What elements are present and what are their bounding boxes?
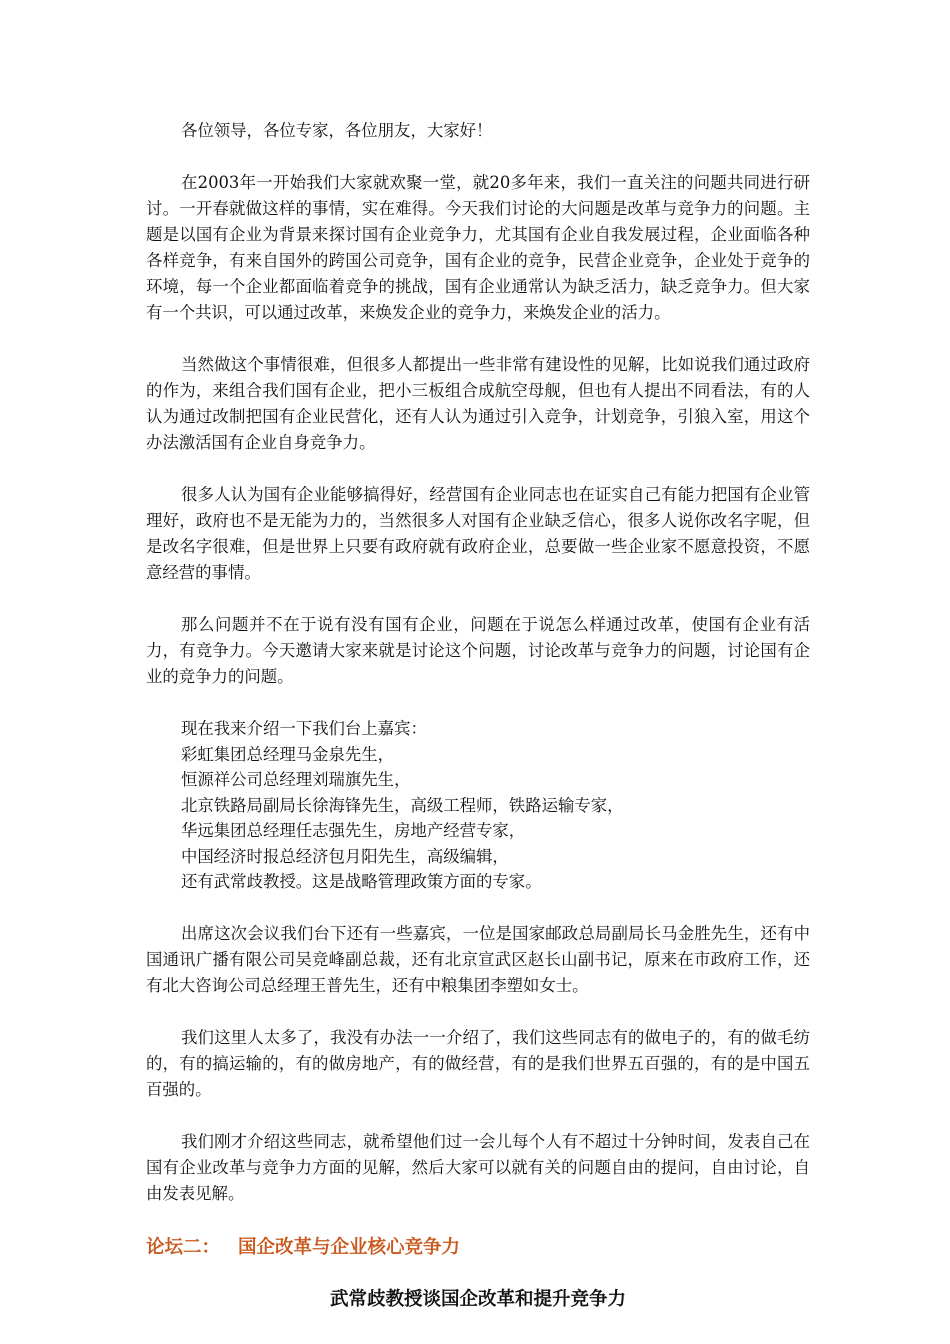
guest-list-item: 北京铁路局副局长徐海锋先生，高级工程师，铁路运输专家， bbox=[181, 795, 624, 815]
body-paragraph: 在2003年一开始我们大家就欢聚一堂，就20多年来，我们一直关注的问题共同进行研讨。一开春就做这样的事情，实在难得。今天我们讨论的大问题是改革与竞争力的问题。主题是以国有企业为背景来探讨国有企业竞争力，尤其国有企业自我发展过程，企业面临各种各样竞争，有来自国外的跨国公司竞争，国有企业的竞争，民营企业竞争，企业处于竞争的环境，每一个企业都面临着竞争的挑战，国有企业通常认为缺乏活力，缺乏竞争力。但大家有一个共识，可以通过改革，来焕发企业的竞争力，来焕发企业的活力。 bbox=[146, 173, 810, 322]
guest-list-item: 彩虹集团总经理马金泉先生， bbox=[181, 744, 395, 764]
guest-list-item: 华远集团总经理任志强先生，房地产经营专家， bbox=[181, 821, 526, 840]
body-paragraph: 很多人认为国有企业能够搞得好，经营国有企业同志也在证实自己有能力把国有企业管理好，政府也不是无能为力的，当然很多人对国有企业缺乏信心，很多人说你改名字呢，但是改名字很难，但是世界上只要有政府就有政府企业，总要做一些企业家不愿意投资，不愿意经营的事情。 bbox=[146, 485, 810, 582]
body-paragraph: 那么问题并不在于说有没有国有企业，问题在于说怎么样通过改革，使国有企业有活力，有竞争力。今天邀请大家来就是讨论这个问题，讨论改革与竞争力的问题，讨论国有企业的竞争力的问题。 bbox=[146, 615, 810, 686]
section-subtitle: 武常歧教授谈国企改革和提升竞争力 bbox=[329, 1288, 626, 1310]
guest-list-item: 恒源祥公司总经理刘瑞旗先生， bbox=[181, 770, 411, 789]
guest-list-item: 中国经济时报总经济包月阳先生，高级编辑， bbox=[181, 846, 509, 866]
guest-list-item: 还有武常歧教授。这是战略管理政策方面的专家。 bbox=[181, 872, 542, 891]
body-paragraph: 我们这里人太多了，我没有办法一一介绍了，我们这些同志有的做电子的，有的做毛纺的，有的搞运输的，有的做房地产，有的做经营，有的是我们世界五百强的，有的是中国五百强的。 bbox=[146, 1027, 810, 1099]
document-body bbox=[146, 118, 810, 1315]
body-paragraph: 我们刚才介绍这些同志，就希望他们过一会儿每个人有不超过十分钟时间，发表自己在国有企业改革与竞争力方面的见解，然后大家可以就有关的问题自由的提问，自由讨论，自由发表见解。 bbox=[146, 1131, 810, 1203]
forum-heading bbox=[146, 1233, 810, 1263]
guest-list bbox=[146, 716, 810, 895]
body-paragraph: 出席这次会议我们台下还有一些嘉宾，一位是国家邮政总局副局长马金胜先生，还有中国通讯广播有限公司吴竞峰副总裁，还有北京宣武区赵长山副书记，原来在市政府工作，还有北大咨询公司总经理王普先生，还有中粮集团李塑如女士。 bbox=[146, 923, 810, 995]
guest-list-intro: 现在我来介绍一下我们台上嘉宾： bbox=[181, 719, 427, 738]
greeting-paragraph: 各位领导，各位专家，各位朋友，大家好！ bbox=[181, 121, 493, 140]
forum-title: 国企改革与企业核心竞争力 bbox=[238, 1236, 461, 1258]
forum-label: 论坛二： bbox=[146, 1236, 221, 1258]
body-paragraph: 当然做这个事情很难，但很多人都提出一些非常有建设性的见解，比如说我们通过政府的作为，来组合我们国有企业，把小三板组合成航空母舰，但也有人提出不同看法，有的人认为通过改制把国有企业民营化，还有人认为通过引入竞争，计划竞争，引狼入室，用这个办法激活国有企业自身竞争力。 bbox=[146, 355, 810, 452]
